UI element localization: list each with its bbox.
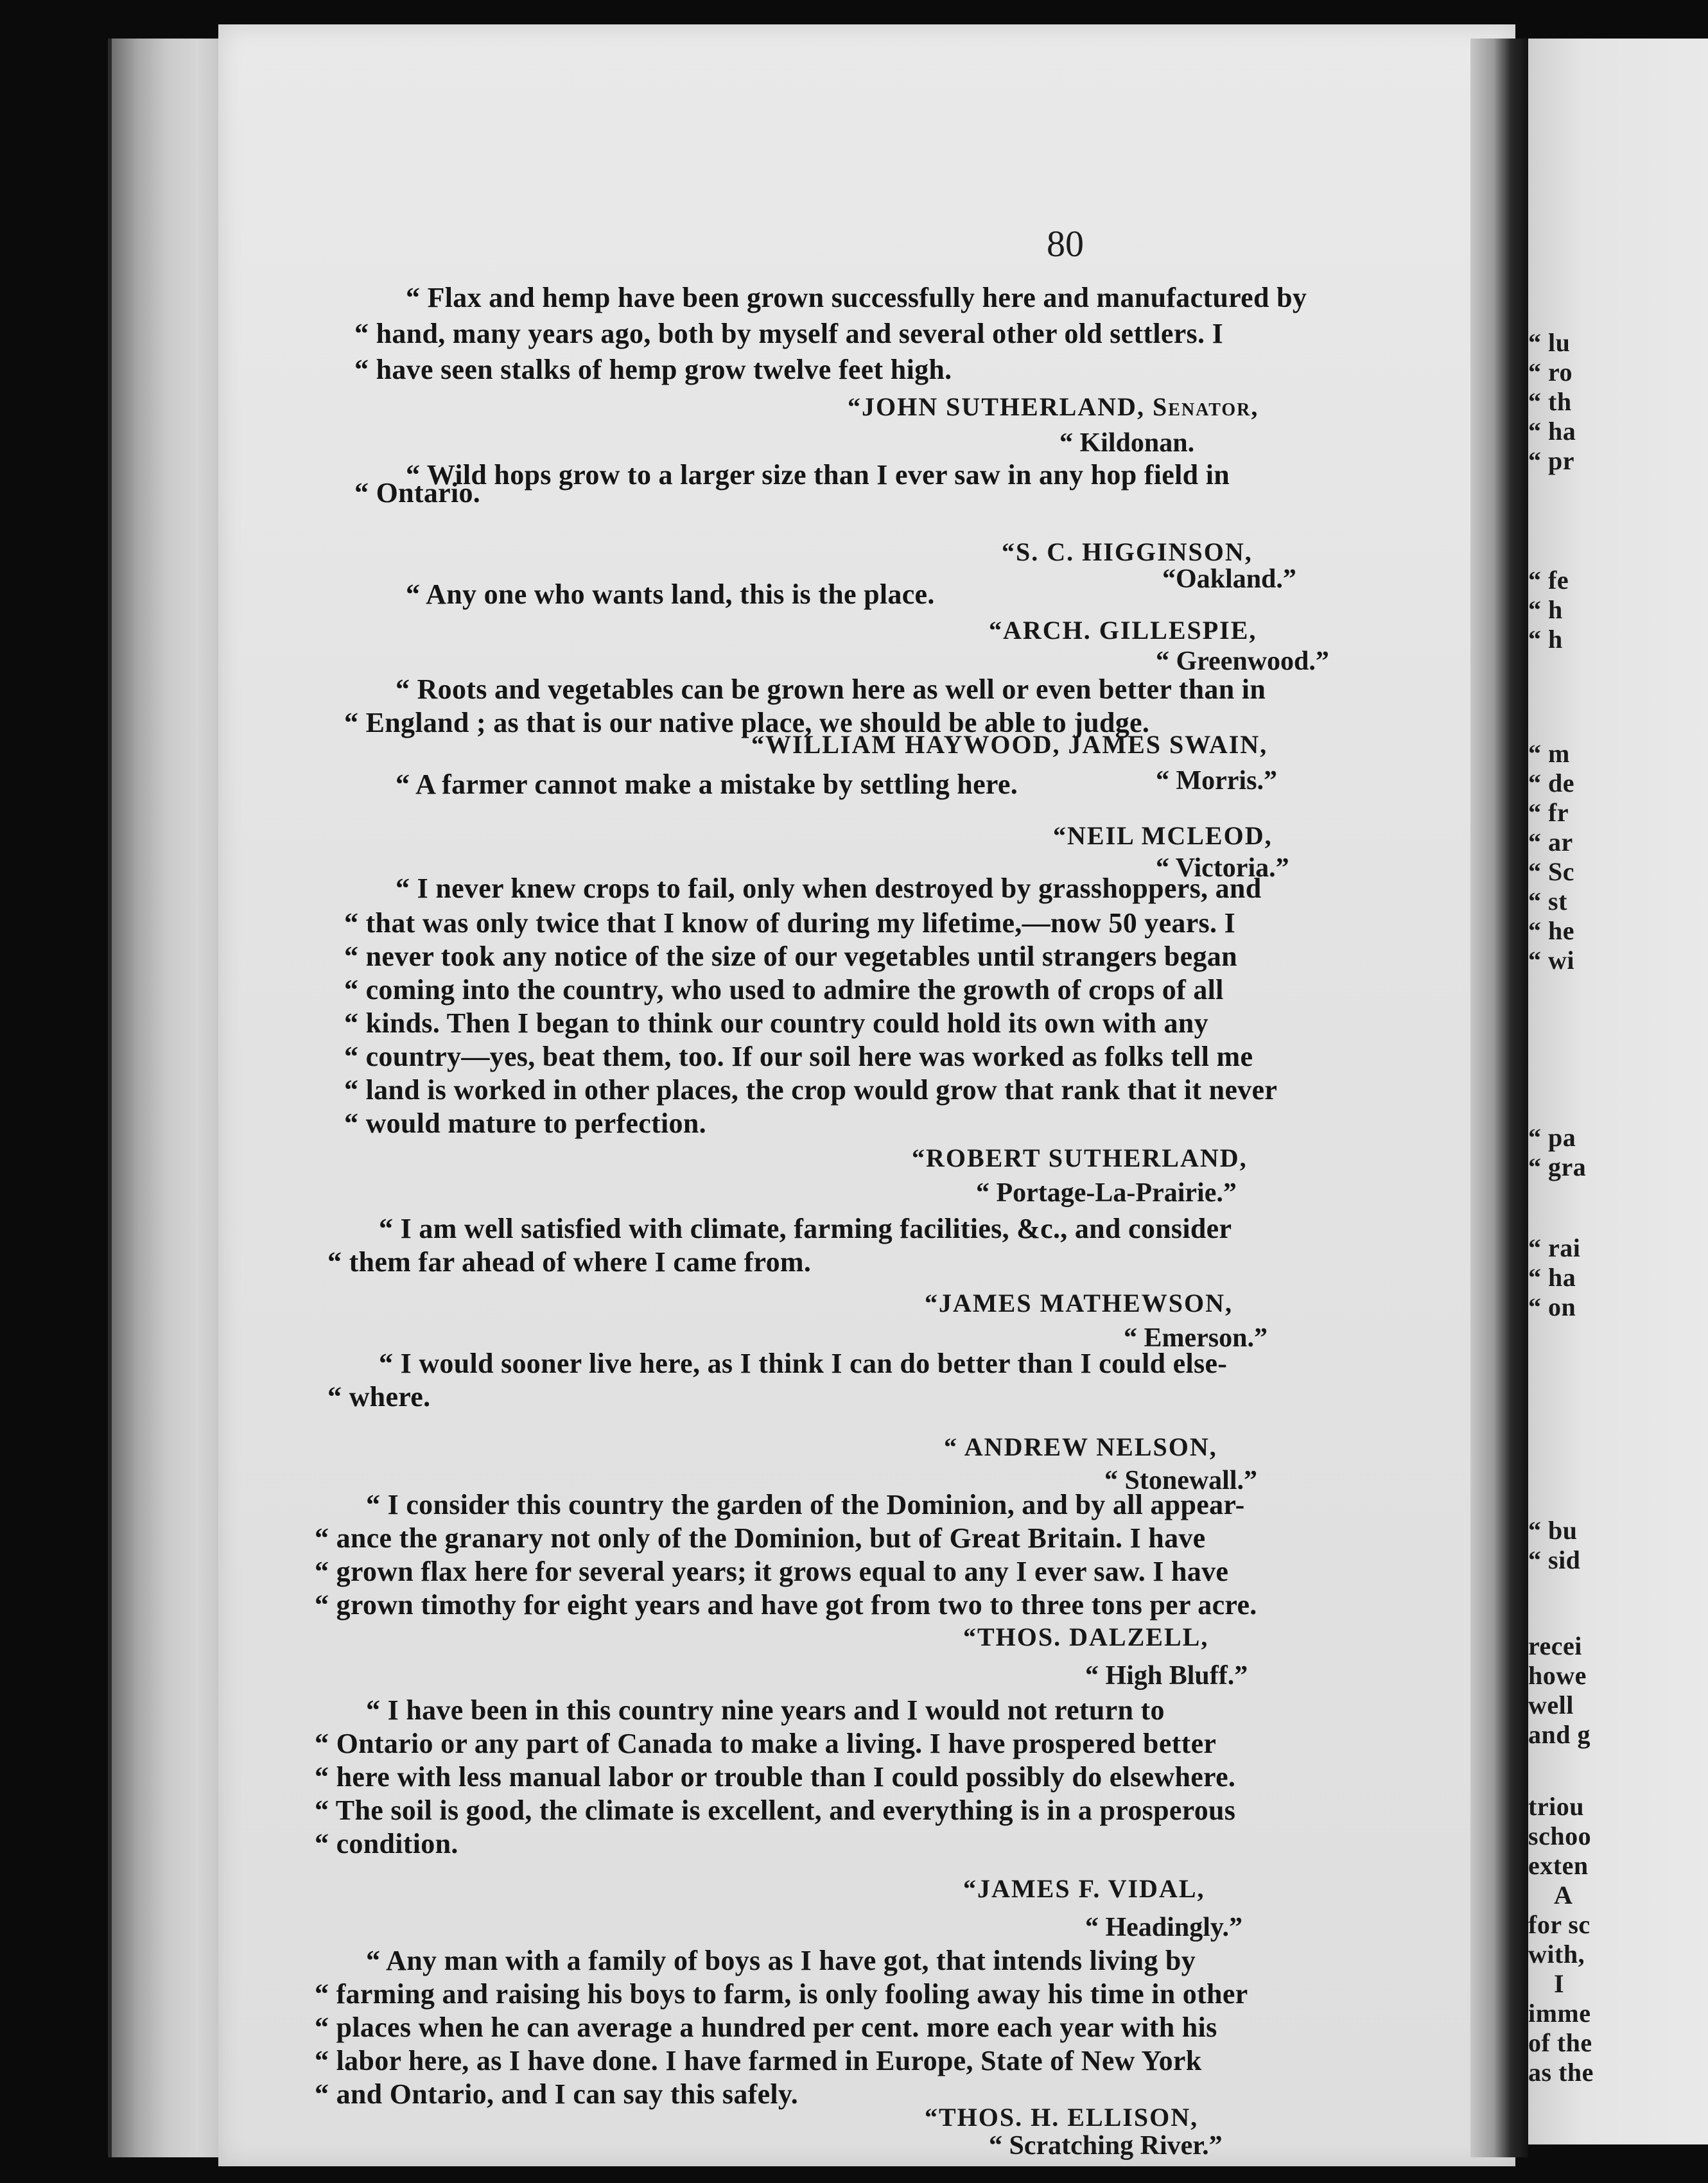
text-line: “ have seen stalks of hemp grow twelve feet high. (354, 354, 952, 385)
text-line: “ Wild hops grow to a larger size than I ever saw in any hop field in (406, 459, 1230, 491)
text-line: “ never took any notice of the size of our vegetables until strangers began (344, 941, 1237, 972)
text-fragment: “ pr (1528, 446, 1574, 475)
text-line: “ would mature to perfection. (344, 1108, 706, 1139)
text-line: “ I never knew crops to fail, only when destroyed by grasshoppers, and (396, 873, 1262, 904)
text-fragment: “ m (1528, 739, 1570, 768)
author-name: “JAMES F. VIDAL, (963, 1874, 1205, 1903)
text-fragment: “ de (1528, 769, 1574, 797)
text-fragment: of the (1528, 2028, 1592, 2057)
text-line: “ Ontario. (354, 477, 481, 509)
author-name: “NEIL MCLEOD, (1053, 821, 1273, 850)
author-name: “ ANDREW NELSON, (944, 1432, 1217, 1461)
page-number: 80 (1047, 223, 1084, 265)
text-fragment: “ gra (1528, 1152, 1587, 1181)
text-fragment: “ fe (1528, 566, 1569, 595)
text-fragment: “ th (1528, 387, 1572, 416)
author-name: “WILLIAM HAYWOOD, JAMES SWAIN, (751, 730, 1268, 759)
text-line: “ hand, many years ago, both by myself and several other old settlers. I (354, 318, 1224, 349)
text-fragment: “ wi (1528, 946, 1574, 975)
author-name: “ROBERT SUTHERLAND, (912, 1144, 1248, 1172)
author-place: “ High Bluff.” (1085, 1661, 1248, 1691)
text-line: “ and Ontario, and I can say this safely. (315, 2078, 799, 2110)
text-fragment: “ ro (1528, 358, 1573, 387)
text-fragment: “ lu (1528, 328, 1571, 357)
text-fragment: triou (1528, 1792, 1584, 1821)
text-line: “ Any man with a family of boys as I have got, that intends living by (366, 1945, 1196, 1976)
text-line: “ ance the granary not only of the Dominion, but of Great Britain. I have (315, 1522, 1206, 1554)
author-name: “JOHN SUTHERLAND, Senator, (848, 392, 1259, 421)
text-line: “ A farmer cannot make a mistake by settling here. (396, 769, 1018, 800)
text-fragment: “ ha (1528, 1263, 1576, 1292)
text-fragment: for sc (1528, 1910, 1590, 1939)
adjacent-page (1528, 39, 1708, 2144)
text-line: “ kinds. Then I began to think our country could hold its own with any (344, 1007, 1208, 1039)
text-fragment: “ fr (1528, 798, 1569, 827)
text-line: “ that was only twice that I know of during my lifetime,—now 50 years. I (344, 907, 1236, 939)
author-place: “ Victoria.” (1156, 853, 1289, 883)
author-place: “Oakland.” (1162, 564, 1296, 594)
text-line: “ I would sooner live here, as I think I can do better than I could else- (379, 1348, 1228, 1379)
text-fragment: as the (1528, 2058, 1594, 2087)
text-fragment: schoo (1528, 1822, 1592, 1850)
text-line: “ grown timothy for eight years and have got from two to three tons per acre. (315, 1589, 1257, 1621)
text-fragment: “ sid (1528, 1545, 1581, 1574)
text-fragment: “ ha (1528, 417, 1576, 446)
book-page (218, 24, 1515, 2166)
text-fragment: well (1528, 1691, 1574, 1719)
text-line: “ Flax and hemp have been grown successfully here and manufactured by (406, 282, 1307, 313)
author-name: “ARCH. GILLESPIE, (989, 616, 1257, 645)
text-fragment: imme (1528, 1999, 1591, 2028)
text-line: “ where. (327, 1381, 431, 1413)
book-spine (1470, 39, 1528, 2157)
text-line: “ country—yes, beat them, too. If our soil here was worked as folks tell me (344, 1041, 1253, 1072)
author-place: “ Portage-La-Prairie.” (976, 1178, 1237, 1208)
text-fragment: “ Sc (1528, 857, 1574, 886)
text-line: “ coming into the country, who used to admire the growth of crops of all (344, 974, 1224, 1005)
author-place: “ Stonewall.” (1104, 1466, 1258, 1495)
text-line: “ them far ahead of where I came from. (327, 1246, 812, 1278)
author-place: “ Emerson.” (1124, 1323, 1268, 1353)
text-fragment: “ he (1528, 916, 1574, 945)
author-name: “JAMES MATHEWSON, (925, 1289, 1233, 1318)
author-place: “ Headingly.” (1085, 1913, 1243, 1942)
text-fragment: exten (1528, 1851, 1589, 1880)
text-fragment: “ ar (1528, 828, 1573, 857)
author-name: “THOS. DALZELL, (963, 1622, 1209, 1651)
author-name: “S. C. HIGGINSON, (1002, 537, 1253, 566)
author-place: “ Morris.” (1156, 766, 1277, 796)
text-fragment: “ rai (1528, 1233, 1581, 1262)
text-fragment: I (1554, 1969, 1565, 1998)
text-fragment: “ on (1528, 1292, 1576, 1321)
text-line: “ farming and raising his boys to farm, is only fooling away his time in other (315, 1978, 1248, 2010)
text-line: “ Ontario or any part of Canada to make a living. I have prospered better (315, 1728, 1217, 1759)
text-line: “ here with less manual labor or trouble than I could possibly do elsewhere. (315, 1761, 1236, 1793)
author-place: “ Kildonan. (1059, 428, 1195, 458)
text-fragment: recei (1528, 1631, 1582, 1660)
text-fragment: howe (1528, 1661, 1587, 1690)
text-fragment: “ pa (1528, 1123, 1576, 1152)
text-line: “ places when he can average a hundred per cent. more each year with his (315, 2012, 1217, 2043)
text-fragment: “ h (1528, 595, 1563, 624)
text-fragment: and g (1528, 1720, 1590, 1749)
text-line: “ Any one who wants land, this is the place. (406, 578, 935, 610)
text-line: “ England ; as that is our native place, we should be able to judge. (344, 707, 1150, 738)
text-fragment: with, (1528, 1940, 1585, 1969)
text-line: “ condition. (315, 1828, 458, 1859)
text-line: “ I have been in this country nine years and I would not return to (366, 1694, 1165, 1726)
text-line: “ I am well satisfied with climate, farming facilities, &c., and consider (379, 1213, 1232, 1244)
text-line: “ The soil is good, the climate is excellent, and everything is in a prosperous (315, 1795, 1236, 1826)
author-place: “ Scratching River.” (989, 2131, 1223, 2161)
text-line: “ labor here, as I have done. I have farmed in Europe, State of New York (315, 2045, 1202, 2076)
text-fragment: A (1554, 1881, 1573, 1909)
text-line: “ Roots and vegetables can be grown here as well or even better than in (396, 674, 1266, 705)
text-fragment: “ h (1528, 625, 1563, 654)
text-fragment: “ st (1528, 887, 1567, 916)
text-line: “ land is worked in other places, the crop would grow that rank that it never (344, 1074, 1278, 1106)
book-edge (108, 39, 234, 2157)
text-line: “ I consider this country the garden of the Dominion, and by all appear- (366, 1489, 1245, 1520)
text-fragment: “ bu (1528, 1516, 1578, 1545)
text-line: “ grown flax here for several years; it grows equal to any I ever saw. I have (315, 1556, 1229, 1587)
author-name: “THOS. H. ELLISON, (925, 2103, 1199, 2132)
author-place: “ Greenwood.” (1156, 647, 1329, 676)
